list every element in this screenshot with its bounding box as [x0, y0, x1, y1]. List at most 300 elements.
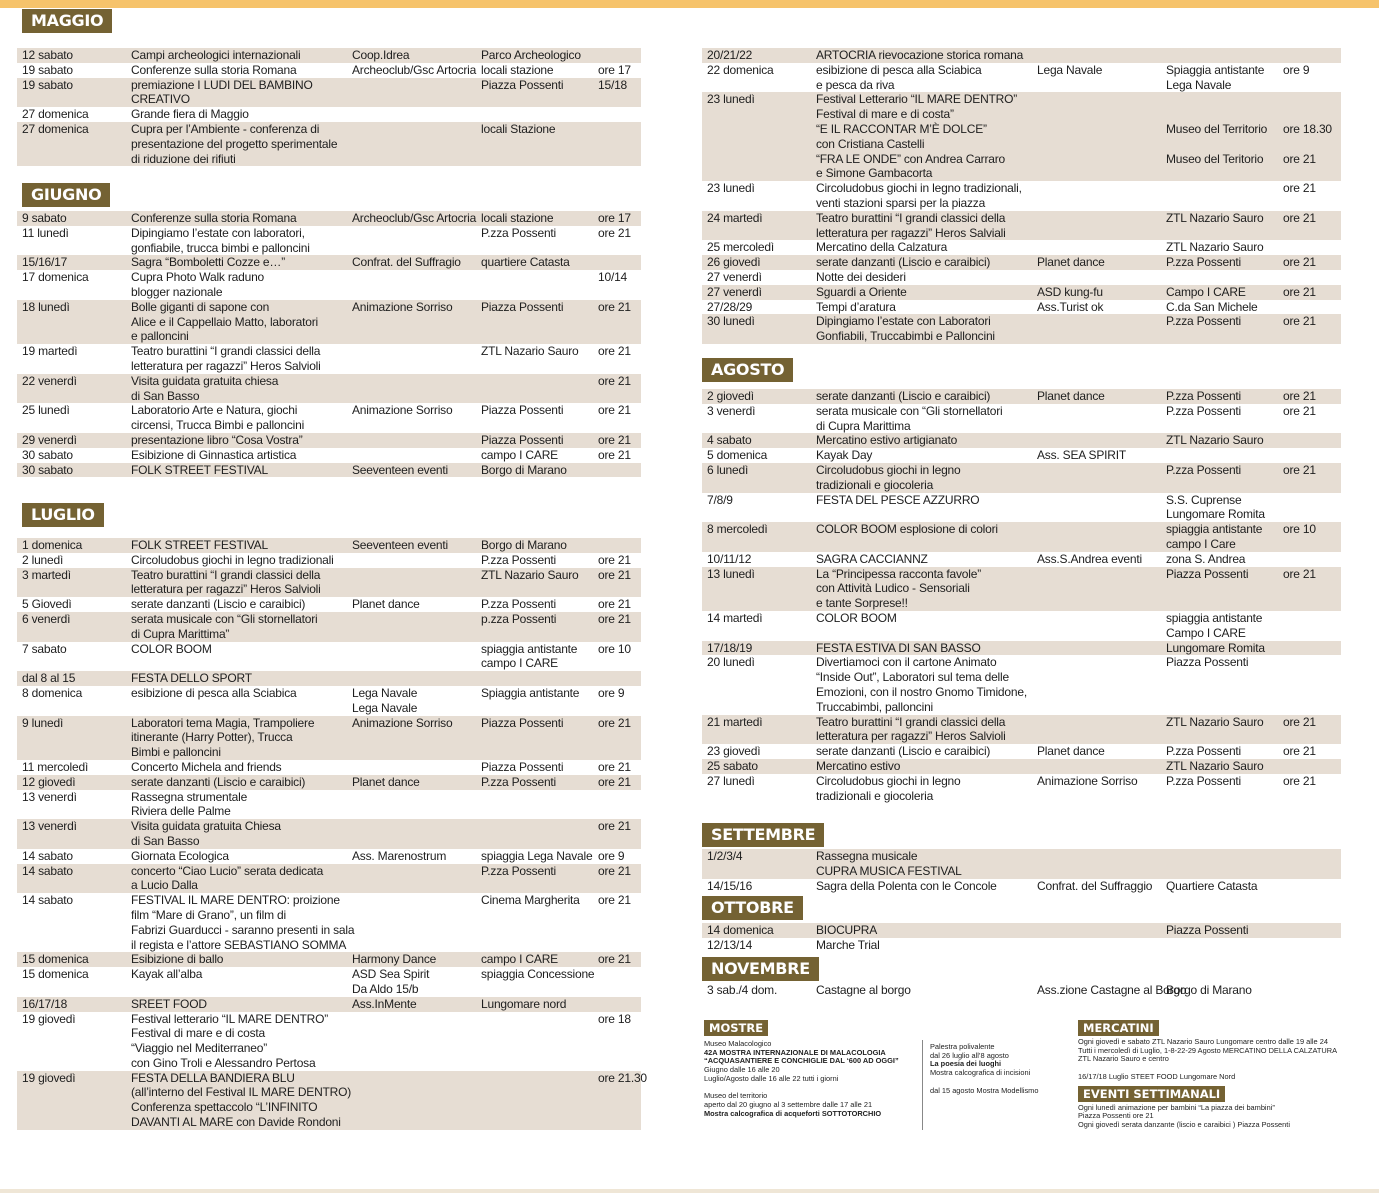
- event-date-line: 29 venerdì: [22, 432, 77, 447]
- event-row: [17, 967, 641, 997]
- event-location: [1161, 389, 1278, 404]
- event-organizer: [347, 300, 476, 344]
- event-date-line: 14 sabato: [22, 863, 73, 878]
- event-row: [702, 655, 1341, 714]
- event-time-line: [1283, 552, 1341, 567]
- event-title: [811, 655, 1032, 714]
- event-date: [17, 760, 126, 775]
- event-row: [702, 493, 1341, 523]
- event-date-line: 23 lunedì: [707, 92, 755, 107]
- event-date-line: 18 lunedì: [22, 299, 70, 314]
- event-date: [17, 300, 126, 344]
- event-date-line: 21 martedì: [707, 714, 763, 729]
- event-date: [702, 774, 811, 804]
- event-location: [1161, 744, 1278, 759]
- event-organizer-line: Planet dance: [352, 597, 420, 612]
- event-location-line: ZTL Nazario Sauro: [1166, 240, 1264, 255]
- event-date: [702, 552, 811, 567]
- event-location: [476, 553, 593, 568]
- event-title: [811, 448, 1032, 463]
- event-location-line: Borgo di Marano: [1166, 983, 1252, 997]
- event-time-line: [1283, 300, 1341, 315]
- event-location: [476, 538, 593, 553]
- event-title-line: Sagra “Bomboletti Cozze e…”: [131, 255, 285, 270]
- event-time-line: ore 21: [1283, 181, 1316, 196]
- event-date: [702, 879, 811, 894]
- event-row: [702, 211, 1341, 241]
- event-date-line: 27/28/29: [707, 299, 753, 314]
- event-location-line: [1166, 448, 1278, 463]
- event-location-line: campo I Care: [1166, 536, 1236, 551]
- info-line: Luglio/Agosto dalle 16 alle 22 tutti i giorni: [704, 1073, 839, 1083]
- event-organizer: [1032, 849, 1161, 879]
- event-row: [702, 63, 1341, 93]
- event-row: [17, 775, 641, 790]
- event-title-line: Concerto Michela and friends: [131, 759, 282, 774]
- event-date: [17, 226, 126, 256]
- event-row: [702, 923, 1341, 938]
- event-date: [702, 849, 811, 879]
- event-title: [126, 642, 347, 672]
- info-line: Piazza Possenti ore 21: [1078, 1111, 1154, 1121]
- event-title-line: il regista e l’attore SEBASTIANO SOMMA: [131, 937, 347, 952]
- event-date: [17, 63, 126, 78]
- bottom-accent-bar: [0, 1189, 1379, 1193]
- event-organizer-line: [352, 344, 476, 359]
- event-time: [593, 448, 641, 463]
- event-row: [17, 597, 641, 612]
- event-time-line: [1283, 641, 1341, 656]
- event-time: [1278, 983, 1341, 998]
- event-organizer-line: [1037, 715, 1161, 730]
- event-organizer: [347, 568, 476, 598]
- event-row: [702, 552, 1341, 567]
- event-time-line: ore 10: [598, 641, 631, 656]
- event-title-line: di San Basso: [131, 833, 200, 848]
- event-title: [126, 255, 347, 270]
- event-location: [1161, 285, 1278, 300]
- event-time: [1278, 48, 1341, 63]
- event-time: [593, 107, 641, 122]
- event-row: [17, 78, 641, 108]
- event-row: [17, 107, 641, 122]
- event-location: [1161, 759, 1278, 774]
- event-location: [1161, 181, 1278, 211]
- event-date-line: 12/13/14: [707, 937, 753, 952]
- event-location-line: [1166, 137, 1278, 152]
- event-location-line: [481, 107, 593, 122]
- event-time: [593, 553, 641, 568]
- event-title-line: (all’interno del Festival IL MARE DENTRO): [131, 1085, 352, 1100]
- event-title-line: “E IL RACCONTAR M’È DOLCE”: [816, 121, 987, 136]
- event-title-line: Mercatino estivo: [816, 758, 901, 773]
- event-title: [126, 226, 347, 256]
- event-organizer: [347, 893, 476, 952]
- event-organizer: [347, 122, 476, 166]
- event-organizer: [1032, 938, 1161, 953]
- event-title-line: film “Mare di Grano”, un film di: [131, 907, 286, 922]
- event-organizer-line: [1037, 314, 1161, 329]
- event-time: [593, 967, 641, 997]
- event-location: [1161, 270, 1278, 285]
- event-location-line: Piazza Possenti: [481, 299, 564, 314]
- event-date: [17, 952, 126, 967]
- event-date: [702, 181, 811, 211]
- event-date-line: 19 martedì: [22, 344, 78, 359]
- event-date-line: 22 venerdì: [22, 373, 77, 388]
- event-organizer: [1032, 92, 1161, 181]
- event-row: [17, 122, 641, 166]
- event-time: [593, 775, 641, 790]
- event-organizer: [1032, 285, 1161, 300]
- event-organizer-line: [1037, 567, 1161, 582]
- event-title: [126, 952, 347, 967]
- event-title: [811, 879, 1032, 894]
- event-row: [17, 849, 641, 864]
- event-title-line: Marche Trial: [816, 937, 880, 952]
- event-time-line: ore 9: [598, 685, 625, 700]
- event-location: [1161, 849, 1278, 879]
- event-date-line: 19 sabato: [22, 62, 73, 77]
- event-title-line: Fabrizi Guarducci - saranno presenti in sala: [131, 922, 355, 937]
- event-location: [476, 463, 593, 478]
- event-time-line: ore 21: [598, 432, 631, 447]
- info-line: Museo Malacologico: [704, 1039, 772, 1048]
- event-row: [17, 893, 641, 952]
- event-date: [17, 463, 126, 478]
- event-title-line: SAGRA CACCIANNZ: [816, 551, 928, 566]
- event-title-line: Conferenza spettaccolo “L’INFINITO: [131, 1100, 318, 1115]
- event-title: [811, 270, 1032, 285]
- event-location-line: ZTL Nazario Sauro: [481, 567, 579, 582]
- event-location: [476, 775, 593, 790]
- event-time: [1278, 567, 1341, 611]
- event-time: [1278, 92, 1341, 181]
- event-location-line: Spiaggia antistante: [1166, 62, 1265, 77]
- event-time-line: ore 21: [598, 225, 631, 240]
- event-location-line: P.zza Possenti: [1166, 462, 1242, 477]
- event-time-line: ore 10: [1283, 522, 1316, 537]
- event-organizer-line: Planet dance: [1037, 744, 1105, 759]
- event-organizer: [347, 686, 476, 716]
- event-time-line: ore 21: [598, 567, 631, 582]
- event-time-line: [598, 967, 641, 982]
- event-title: [811, 211, 1032, 241]
- event-time: [1278, 448, 1341, 463]
- event-date: [702, 314, 811, 344]
- event-time: [1278, 759, 1341, 774]
- month-heading-ottobre: OTTOBRE: [702, 896, 803, 920]
- event-location-line: P.zza Possenti: [1166, 773, 1242, 788]
- event-location-line: locali stazione: [481, 62, 554, 77]
- event-time-line: [1283, 92, 1341, 107]
- agosto-table: [702, 389, 1341, 803]
- event-organizer-line: [352, 893, 476, 908]
- event-date: [702, 715, 811, 745]
- event-title-line: Laboratorio Arte e Natura, giochi: [131, 403, 298, 418]
- event-row: [17, 538, 641, 553]
- event-location: [476, 819, 593, 849]
- event-title-line: Giornata Ecologica: [131, 848, 229, 863]
- event-date-line: 27 venerdì: [707, 284, 762, 299]
- info-line: Ogni giovedì e sabato ZTL Nazario Sauro Lungomare centro dalle 19 alle 24: [1078, 1037, 1328, 1046]
- event-time-line: [1283, 983, 1341, 998]
- event-location: [476, 671, 593, 686]
- event-title-line: Emozioni, con il nostro Gnomo Timidone,: [816, 684, 1027, 699]
- event-time-line: ore 21: [598, 759, 631, 774]
- event-organizer-line: [1037, 611, 1161, 626]
- event-time: [1278, 744, 1341, 759]
- event-row: [702, 448, 1341, 463]
- event-row: [17, 270, 641, 300]
- event-time: [593, 1070, 647, 1130]
- event-time: [593, 686, 641, 716]
- event-location-line: [1166, 938, 1278, 953]
- event-date: [17, 716, 126, 760]
- event-organizer-line: Da Aldo 15/b: [352, 981, 419, 996]
- month-heading-luglio: LUGLIO: [22, 503, 104, 527]
- event-date: [17, 78, 126, 108]
- event-title-line: DAVANTI AL MARE con Davide Rondoni: [131, 1115, 341, 1130]
- event-title-line: serata musicale con “Gli stornellatori: [131, 611, 318, 626]
- event-title-line: Sagra della Polenta con le Concole: [816, 878, 997, 893]
- event-location-line: C.da San Michele: [1166, 299, 1258, 314]
- event-title-line: serate danzanti (Liscio e caraibici): [816, 744, 991, 759]
- event-time-line: [598, 790, 641, 805]
- event-location: [1161, 611, 1278, 641]
- event-title-line: a Lucio Dalla: [131, 878, 198, 893]
- event-title-line: di Cupra Marittima”: [131, 626, 230, 641]
- event-time: [593, 864, 641, 894]
- event-location: [476, 642, 593, 672]
- event-date-line: 25 sabato: [707, 758, 758, 773]
- event-title: [811, 389, 1032, 404]
- event-organizer-line: [352, 612, 476, 627]
- event-organizer-line: Archeoclub/Gsc Artocria: [352, 62, 477, 77]
- event-location-line: [1166, 107, 1278, 122]
- event-location: [1161, 448, 1278, 463]
- event-title: [126, 63, 347, 78]
- event-time-line: [1283, 448, 1341, 463]
- event-location: [1161, 774, 1278, 804]
- event-organizer-line: Animazione Sorriso: [352, 715, 453, 730]
- event-time-line: [1283, 493, 1341, 508]
- event-row: [702, 611, 1341, 641]
- event-title: [126, 760, 347, 775]
- event-title-line: Esibizione di Ginnastica artistica: [131, 447, 297, 462]
- event-time-line: ore 21: [1283, 151, 1316, 166]
- event-time: [593, 819, 641, 849]
- event-title-line: La “Principessa racconta favole”: [816, 566, 982, 581]
- event-title-line: esibizione di pesca alla Sciabica: [816, 62, 982, 77]
- event-location: [476, 403, 593, 433]
- event-title-line: e palloncini: [131, 329, 189, 344]
- event-time: [1278, 849, 1341, 879]
- event-row: [17, 1070, 647, 1130]
- event-time: [593, 893, 641, 952]
- event-title-line: Circoludobus giochi in legno tradizionali,: [816, 181, 1022, 196]
- event-location: [476, 849, 593, 864]
- event-date: [702, 285, 811, 300]
- event-location: [1161, 92, 1278, 181]
- event-title: [126, 48, 347, 63]
- event-organizer-line: [352, 1012, 476, 1027]
- event-title-line: Divertiamoci con il cartone Animato: [816, 655, 997, 670]
- event-time-line: [1283, 433, 1341, 448]
- event-location: [476, 612, 593, 642]
- event-title: [126, 864, 347, 894]
- luglio-continued-table: [702, 48, 1341, 344]
- event-date: [702, 240, 811, 255]
- event-location-line: [1166, 270, 1278, 285]
- info-line: dal 26 luglio all’8 agosto: [930, 1050, 1009, 1060]
- event-row: [17, 952, 641, 967]
- event-time: [593, 403, 641, 433]
- event-time-line: [598, 997, 641, 1012]
- event-title-line: serate danzanti (Liscio e caraibici): [131, 774, 306, 789]
- event-organizer-line: [352, 642, 476, 657]
- event-location-line: locali stazione: [481, 211, 554, 225]
- mostre-section: [704, 1020, 924, 1118]
- event-location-line: Piazza Possenti: [481, 77, 564, 92]
- event-row: [702, 849, 1341, 879]
- event-time: [1278, 641, 1341, 656]
- event-location-line: P.zza Possenti: [481, 597, 557, 612]
- month-heading-maggio: MAGGIO: [22, 9, 112, 33]
- event-row: [702, 181, 1341, 211]
- event-title-line: FOLK STREET FESTIVAL: [131, 538, 268, 552]
- event-organizer: [347, 107, 476, 122]
- event-time: [1278, 181, 1341, 211]
- event-location-line: campo I CARE: [481, 952, 558, 967]
- event-title-line: “FRA LE ONDE” con Andrea Carraro: [816, 151, 1006, 166]
- event-title-line: Castagne al borgo: [816, 983, 911, 997]
- event-title: [811, 774, 1032, 804]
- event-location: [1161, 641, 1278, 656]
- event-time-line: ore 21: [598, 952, 631, 967]
- info-line: Mostra calcografica di incisioni: [930, 1068, 1031, 1078]
- event-location-line: [481, 1071, 593, 1086]
- event-date-line: 20 lunedì: [707, 655, 755, 670]
- event-organizer: [1032, 879, 1161, 894]
- event-location-line: Campo I CARE: [1166, 284, 1246, 299]
- event-location-line: [1166, 48, 1278, 63]
- event-location-line: Cinema Margherita: [481, 893, 580, 908]
- event-date-line: 23 lunedì: [707, 181, 755, 196]
- event-row: [17, 226, 641, 256]
- info-line: Mostra calcografica di acqueforti SOTTOTORCHIO: [704, 1108, 882, 1118]
- event-title: [126, 344, 347, 374]
- event-time-line: ore 21: [598, 863, 631, 878]
- event-row: [702, 255, 1341, 270]
- event-time: [593, 612, 641, 642]
- event-organizer-line: [1037, 923, 1161, 938]
- event-time-line: 10/14: [598, 270, 628, 285]
- event-date-line: 2 lunedì: [22, 552, 64, 567]
- event-time-line: ore 21: [1283, 744, 1316, 759]
- event-row: [17, 642, 641, 672]
- event-time: [1278, 389, 1341, 404]
- event-title: [811, 923, 1032, 938]
- event-row: [17, 671, 641, 686]
- event-organizer: [1032, 715, 1161, 745]
- event-row: [702, 92, 1341, 181]
- event-title-line: presentazione libro “Cosa Vostra”: [131, 432, 303, 447]
- event-organizer-line: [352, 448, 476, 463]
- event-row: [17, 463, 641, 478]
- info-line: Tutti i mercoledì di Luglio, 1-8-22-29 Agosto MERCATINO DELLA CALZATURA: [1078, 1045, 1338, 1055]
- event-time: [593, 716, 641, 760]
- event-title: [811, 938, 1032, 953]
- event-organizer: [347, 716, 476, 760]
- event-row: [17, 433, 641, 448]
- event-title-line: con Cristiana Castelli: [816, 136, 925, 151]
- info-line: 16/17/18 Luglio STEET FOOD Lungomare Nord: [1078, 1071, 1236, 1081]
- info-line: Palestra polivalente: [930, 1042, 995, 1051]
- event-row: [702, 759, 1341, 774]
- event-time-line: [598, 48, 641, 63]
- event-time-line: [1283, 849, 1341, 864]
- event-date-line: 14 domenica: [707, 923, 774, 937]
- event-location-line: [1166, 166, 1278, 181]
- event-location-line: [1166, 181, 1278, 196]
- event-organizer: [347, 226, 476, 256]
- event-organizer-line: [352, 760, 476, 775]
- event-organizer-line: [1037, 938, 1161, 953]
- event-row: [17, 344, 641, 374]
- event-date-line: 26 giovedì: [707, 255, 761, 270]
- event-time: [593, 211, 641, 226]
- event-time-line: ore 21: [598, 774, 631, 789]
- event-time: [593, 48, 641, 63]
- event-title-line: Circoludobus giochi in legno tradizionali: [131, 552, 334, 567]
- event-organizer-line: [1037, 463, 1161, 478]
- event-location: [476, 952, 593, 967]
- event-location-line: Lungomare Romita: [1166, 640, 1265, 655]
- event-location-line: [481, 819, 593, 834]
- settembre-table: [702, 849, 1341, 893]
- event-time-line: ore 21: [1283, 403, 1316, 418]
- maggio-table: [17, 48, 641, 166]
- event-title-line: e tante Sorprese!!: [816, 596, 908, 611]
- event-time-line: [1283, 240, 1341, 255]
- event-location: [1161, 879, 1278, 894]
- event-time: [593, 849, 641, 864]
- event-title-line: di San Basso: [131, 388, 200, 403]
- event-title: [811, 567, 1032, 611]
- event-date: [702, 641, 811, 656]
- event-time: [1278, 270, 1341, 285]
- event-title: [126, 553, 347, 568]
- event-location-line: Spiaggia antistante: [481, 685, 580, 700]
- event-time-line: ore 21: [598, 893, 631, 908]
- event-time: [593, 790, 641, 820]
- event-organizer: [347, 642, 476, 672]
- event-date-line: 15 domenica: [22, 967, 89, 982]
- event-location: [476, 893, 593, 952]
- event-organizer: [347, 344, 476, 374]
- event-organizer: [347, 967, 476, 997]
- event-date-line: 9 sabato: [22, 211, 67, 225]
- event-organizer: [1032, 759, 1161, 774]
- event-location: [476, 433, 593, 448]
- event-time-line: ore 21: [598, 447, 631, 462]
- event-time: [593, 760, 641, 775]
- event-title-line: Cupra per l’Ambiente - conferenza di: [131, 121, 320, 136]
- event-location-line: P.zza Possenti: [1166, 389, 1242, 403]
- event-title-line: FESTA DELLO SPORT: [131, 671, 252, 686]
- info-line: Ogni giovedì serata danzante (liscio e caraibici ) Piazza Possenti: [1078, 1119, 1290, 1129]
